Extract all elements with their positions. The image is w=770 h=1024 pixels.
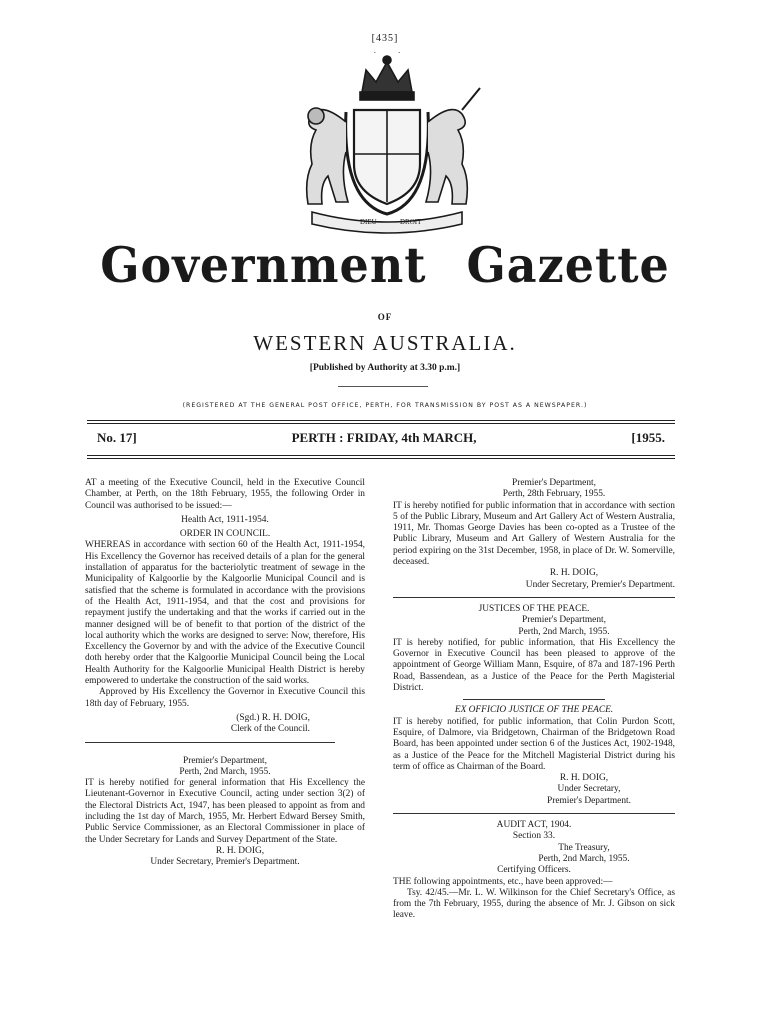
ex-officio-signatory-title-2: Premier's Department. — [547, 795, 631, 806]
right-column — [393, 478, 675, 922]
title-of: OF — [377, 312, 393, 322]
page-number: [435] — [371, 33, 399, 44]
issue-number: No. 17] — [97, 430, 137, 445]
electoral-notice: IT is hereby notified for general information that His Excellency the Lieutenant-Governor in Executive Council, acting under section 3(2) of the Electoral Districts Act, 1947, has been pleased to appoint as from and including the 1st day of March, 1955, Mr. Herbert Edward Bersey Smith, Public Service Commissioner, as an Electoral Commissioner in place of the Under Secretary for Lands and Survey Department of the State. — [85, 778, 365, 845]
issue-place-date: PERTH : FRIDAY, 4th MARCH, — [291, 430, 477, 445]
small-divider — [338, 386, 428, 387]
council-intro: AT a meeting of the Executive Council, held in the Executive Council Chamber, at Perth, on the 18th February, 1955, the following Order in Council was authorised to be issued:— — [85, 478, 365, 511]
audit-date: Perth, 2nd March, 1955. — [538, 853, 630, 864]
gazette-title — [0, 237, 770, 294]
audit-item: Tsy. 42/45.—Mr. L. W. Wilkinson for the Chief Secretary's Office, as from the 7th February, 1955, during the absence of Mr. J. Gibson on sick leave. — [393, 887, 675, 921]
signatory-name: (Sgd.) R. H. DOIG, — [236, 712, 310, 723]
title-word-2: Gazette — [466, 236, 670, 294]
section-divider — [85, 742, 335, 743]
order-heading: ORDER IN COUNCIL. — [179, 529, 271, 540]
audit-dept: The Treasury, — [558, 842, 610, 853]
royal-coat-of-arms-icon — [282, 52, 492, 234]
ex-officio-signatory-title-1: Under Secretary, — [557, 784, 621, 795]
title-word-1: Government — [100, 236, 427, 294]
masthead-rule-top — [87, 420, 675, 421]
svg-text:DROIT: DROIT — [400, 218, 422, 226]
section-divider — [463, 699, 605, 700]
signatory-name: R. H. DOIG, — [549, 568, 599, 579]
section-divider — [393, 597, 675, 598]
signatory-title: Clerk of the Council. — [230, 724, 310, 735]
ex-officio-signatory-name: R. H. DOIG, — [559, 773, 609, 784]
dept-date: Perth, 28th February, 1955. — [502, 489, 606, 500]
approval-text: Approved by His Excellency the Governor in Executive Council this 18th day of February, 1955. — [85, 687, 365, 709]
left-column — [85, 478, 365, 869]
masthead — [97, 430, 665, 446]
library-notice: IT is hereby notified for public information that in accordance with section 5 of the Public Library, Museum and Art Gallery Act of Western Australia, 1911, Mr. Thomas George Davies has been co-opted as a Trustee of the Public Library, Museum and Art Gallery of Western Australia for the period expiring on the 31st December, 1958, in place of Dr. W. Somerville, deceased. — [393, 500, 675, 568]
dept-name: Premier's Department, — [183, 755, 267, 766]
dept-name: Premier's Department, — [512, 478, 596, 488]
audit-section: Section 33. — [512, 831, 556, 842]
masthead-rule-bottom-2 — [87, 458, 675, 459]
registered-note: (REGISTERED AT THE GENERAL POST OFFICE, PERTH, FOR TRANSMISSION BY POST AS A NEWSPAPER.) — [182, 402, 588, 409]
masthead-rule-top-2 — [87, 423, 675, 424]
act-title: Health Act, 1911-1954. — [181, 514, 269, 525]
masthead-rule-bottom — [87, 455, 675, 456]
ex-officio-heading: EX OFFICIO JUSTICE OF THE PEACE. — [454, 705, 614, 716]
svg-text:DIEU: DIEU — [360, 218, 377, 226]
audit-heading: AUDIT ACT, 1904. — [496, 820, 572, 831]
audit-body: THE following appointments, etc., have been approved:— — [393, 876, 613, 887]
signatory2-title: Under Secretary, Premier's Department. — [150, 857, 300, 868]
signatory-title: Under Secretary, Premier's Department. — [525, 579, 675, 590]
jp-body: IT is hereby notified, for public information, that His Excellency the Governor in Executive Council has been pleased to approve of the appointment of George William Mann, Esquire, of 87a and 187-196 Perth Road, Bassendean, as a Justice of the Peace for the Perth Magisterial District. — [393, 637, 675, 694]
ex-officio-body: IT is hereby notified, for public information, that Colin Purdon Scott, Esquire, of Dalmore, via Bridgetown, Chairman of the Bridgetown Road Board, has been appointed under section 6 of the Justices Act, 1902-1948, as a Justice of the Peace for the Mitchell Magisterial District during his term of office as Chairman of the Board. — [393, 716, 675, 772]
audit-subheading: Certifying Officers. — [497, 865, 571, 876]
dept-date: Perth, 2nd March, 1955. — [179, 766, 271, 777]
state-name: WESTERN AUSTRALIA. — [253, 331, 517, 355]
jp-dept: Premier's Department, — [522, 615, 606, 626]
jp-heading: JUSTICES OF THE PEACE. — [478, 603, 590, 614]
published-note: [Published by Authority at 3.30 p.m.] — [309, 363, 461, 373]
jp-date: Perth, 2nd March, 1955. — [518, 626, 610, 637]
issue-year: [1955. — [631, 430, 665, 445]
order-body: WHEREAS in accordance with section 60 of the Health Act, 1911-1954, His Excellency the Governor has received details of a plan for the general installation of apparatus for the bacteriolytic treatment of sewage in the Municipality of Kalgoorlie by the Kalgoorlie Municipal Council and is satisfied that the scheme is formulated in accordance with the provisions of the Health Act, 1911-1954, and that the cost and provisions for repayment justify the undertaking and that the works if carried out in the manner designed will be of benefit to that portion of the district of the local authority which the works are designed to serve: Now, therefore, His Excellency the Governor by and with the advice of the Executive Council doth hereby order that the Kalgoorlie Municipal Council being the Local Health Authority for the Kalgoorlie Municipal Health District is hereby empowered to undertake the construction of the said works. — [85, 540, 365, 687]
section-divider — [393, 813, 675, 814]
signatory2-name: R. H. DOIG, — [215, 845, 265, 856]
